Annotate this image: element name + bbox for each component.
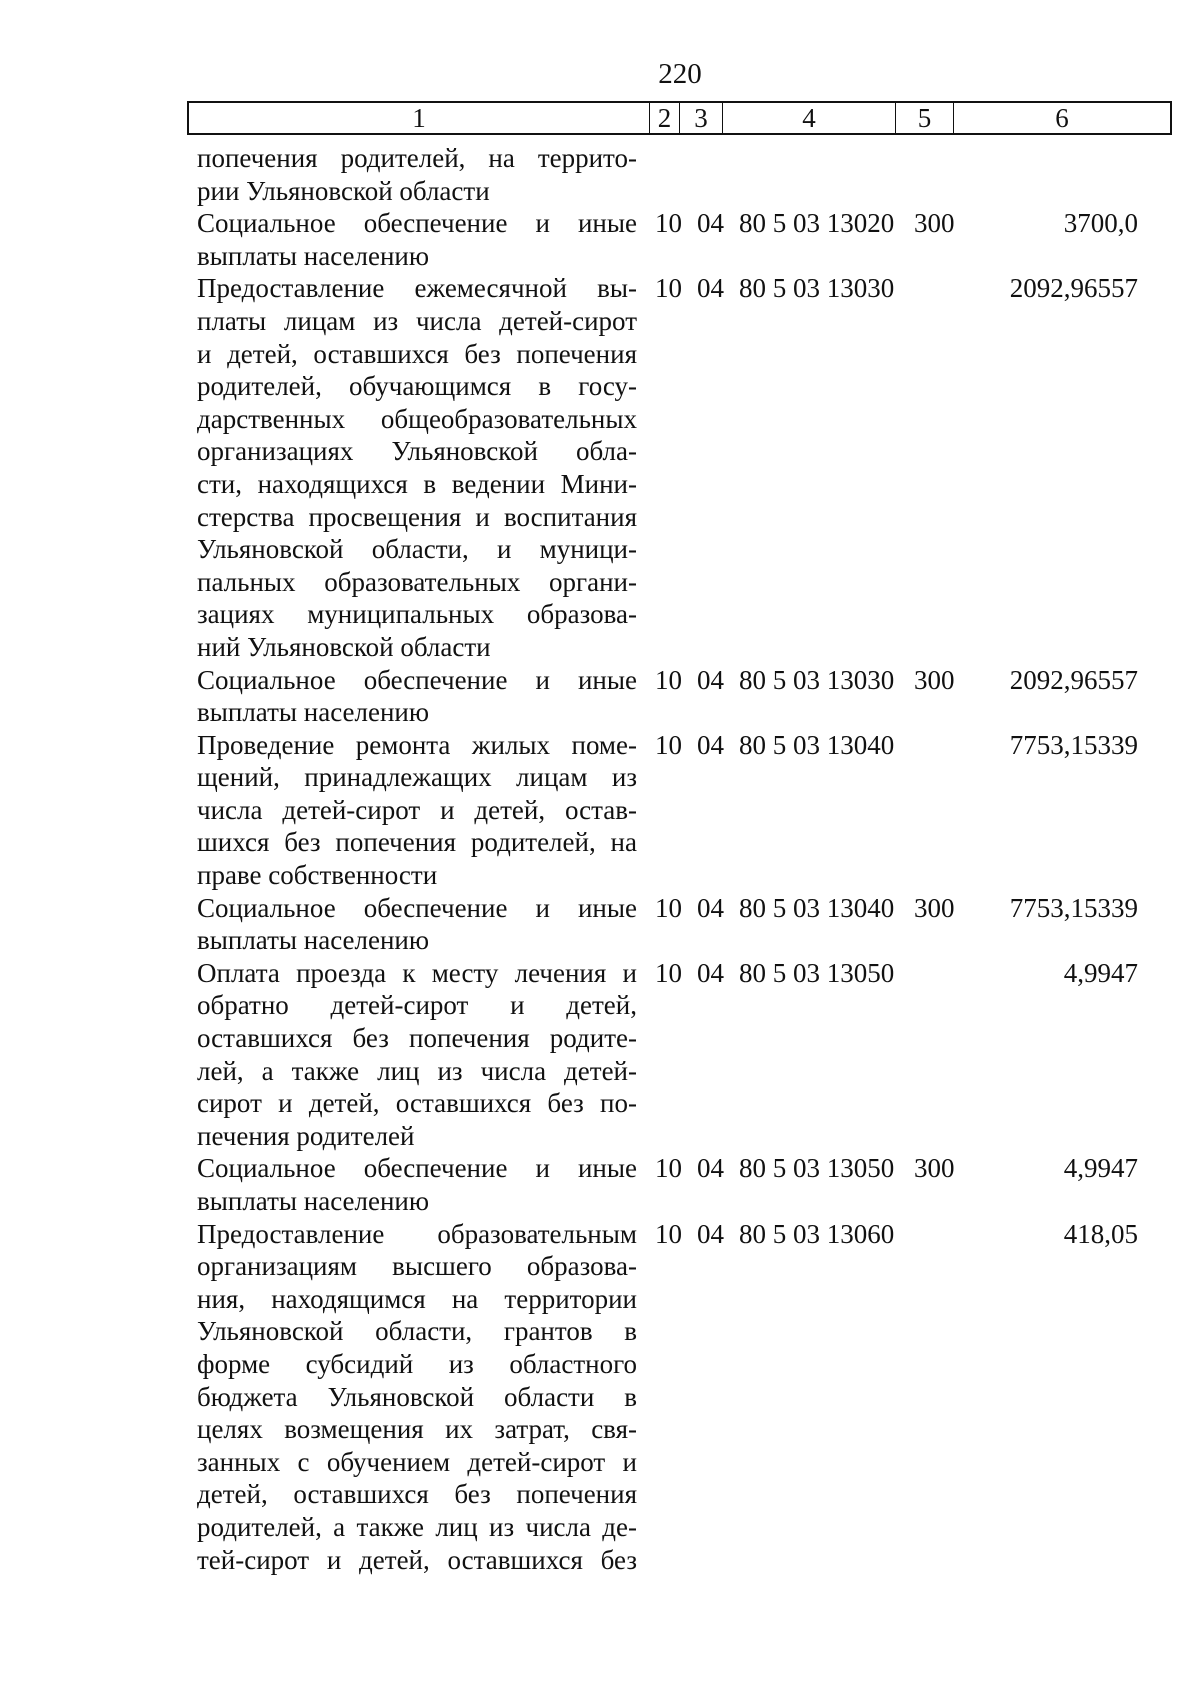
cell-name xyxy=(197,272,637,663)
cell-name-line: выплаты населению xyxy=(197,697,430,728)
header-col-1: 1 xyxy=(189,103,650,133)
cell-name-line: шихся без попечения родителей, на xyxy=(197,827,637,858)
cell-expense-type xyxy=(914,142,984,207)
cell-name-line: тей-сирот и детей, оставшихся без xyxy=(197,1544,637,1575)
cell-amount: 7753,15339 xyxy=(1009,892,1138,923)
cell-expense-type xyxy=(914,729,984,892)
cell-name-line: ний Ульяновской области xyxy=(197,631,491,662)
cell-subsection: 04 xyxy=(697,273,724,304)
cell-name-line: зациях муниципальных образова- xyxy=(197,599,637,630)
cell-name-line: Социальное обеспечение и иные xyxy=(197,208,637,239)
cell-name-line: стерства просвещения и воспитания xyxy=(197,501,637,532)
table-row xyxy=(197,207,1157,272)
cell-target-article: 80 5 03 13020 xyxy=(739,208,895,239)
cell-name xyxy=(197,892,637,957)
cell-amount: 3700,0 xyxy=(1063,208,1138,239)
table-body xyxy=(197,142,1157,1576)
cell-name-line: бюджета Ульяновской области в xyxy=(197,1381,637,1412)
cell-name-line: сирот и детей, оставшихся без по- xyxy=(197,1088,637,1119)
cell-expense-type xyxy=(914,272,984,663)
cell-name-line: и детей, оставшихся без попечения xyxy=(197,338,637,369)
cell-name-line: ния, находящимся на территории xyxy=(197,1283,637,1314)
page-number: 220 xyxy=(658,58,702,90)
cell-name-line: Ульяновской области, грантов в xyxy=(197,1316,637,1347)
cell-name-line: родителей, а также лиц из числа де- xyxy=(197,1511,637,1542)
header-col-3: 3 xyxy=(680,103,723,133)
cell-section: 10 xyxy=(655,664,682,695)
cell-expense-type: 300 xyxy=(914,892,955,923)
cell-expense-type: 300 xyxy=(914,1153,955,1184)
table-row xyxy=(197,1218,1157,1577)
cell-section: 10 xyxy=(655,892,682,923)
cell-subsection: 04 xyxy=(697,208,724,239)
cell-subsection: 04 xyxy=(697,892,724,923)
cell-name-line: целях возмещения их затрат, свя- xyxy=(197,1414,637,1445)
cell-section: 10 xyxy=(655,1153,682,1184)
cell-subsection xyxy=(697,142,739,207)
table-row xyxy=(197,142,1157,207)
cell-name-line: Предоставление ежемесячной вы- xyxy=(197,273,637,304)
cell-amount: 7753,15339 xyxy=(1009,729,1138,760)
cell-amount xyxy=(984,142,1138,207)
header-col-5: 5 xyxy=(896,103,954,133)
cell-name-line: Социальное обеспечение и иные xyxy=(197,892,637,923)
cell-expense-type: 300 xyxy=(914,664,955,695)
cell-name-line: праве собственности xyxy=(197,860,438,891)
cell-target-article: 80 5 03 13040 xyxy=(739,892,895,923)
cell-name-line: щений, принадлежащих лицам из xyxy=(197,762,637,793)
cell-name-line: Проведение ремонта жилых поме- xyxy=(197,729,637,760)
cell-subsection: 04 xyxy=(697,664,724,695)
cell-name-line: попечения родителей, на террито- xyxy=(197,143,637,173)
cell-target-article xyxy=(739,142,914,207)
cell-name-line: выплаты населению xyxy=(197,1186,430,1216)
cell-name xyxy=(197,1152,637,1217)
cell-name-line: Социальное обеспечение и иные xyxy=(197,664,637,695)
cell-subsection: 04 xyxy=(697,1218,724,1249)
cell-expense-type xyxy=(914,957,984,1153)
cell-expense-type xyxy=(914,1218,984,1577)
cell-name-line: дарственных общеобразовательных xyxy=(197,403,637,434)
cell-name-line: форме субсидий из областного xyxy=(197,1348,637,1379)
cell-name xyxy=(197,957,637,1153)
cell-subsection: 04 xyxy=(697,729,724,760)
cell-name-line: Социальное обеспечение и иные xyxy=(197,1153,637,1184)
table-row xyxy=(197,272,1157,663)
table-row xyxy=(197,957,1157,1153)
table-row xyxy=(197,664,1157,729)
cell-section: 10 xyxy=(655,729,682,760)
cell-name-line: занных с обучением детей-сирот и xyxy=(197,1446,637,1477)
cell-section: 10 xyxy=(655,273,682,304)
cell-name-line: Оплата проезда к месту лечения и xyxy=(197,957,637,988)
cell-target-article: 80 5 03 13030 xyxy=(739,273,895,304)
cell-amount: 2092,96557 xyxy=(1009,273,1138,304)
cell-name-line: лей, а также лиц из числа детей- xyxy=(197,1055,637,1086)
cell-name-line: организациях Ульяновской обла- xyxy=(197,436,637,467)
cell-target-article: 80 5 03 13030 xyxy=(739,664,895,695)
header-col-2: 2 xyxy=(650,103,680,133)
cell-name-line: родителей, обучающимся в госу- xyxy=(197,371,637,402)
cell-name-line: пальных образовательных органи- xyxy=(197,566,637,597)
cell-target-article: 80 5 03 13050 xyxy=(739,957,895,988)
cell-name xyxy=(197,207,637,272)
cell-name xyxy=(197,1218,637,1577)
cell-amount: 418,05 xyxy=(1063,1218,1138,1249)
header-col-6: 6 xyxy=(1055,102,1069,133)
cell-name-line: Предоставление образовательным xyxy=(197,1218,637,1249)
cell-amount: 2092,96557 xyxy=(1009,664,1138,695)
cell-subsection: 04 xyxy=(697,957,724,988)
cell-name xyxy=(197,142,637,207)
cell-section: 10 xyxy=(655,208,682,239)
cell-name-line: обратно детей-сирот и детей, xyxy=(197,990,637,1021)
cell-name-line: платы лицам из числа детей-сирот xyxy=(197,305,637,336)
cell-section: 10 xyxy=(655,957,682,988)
table-header-row xyxy=(187,101,1172,135)
cell-name-line: числа детей-сирот и детей, остав- xyxy=(197,794,637,825)
cell-name-line: рии Ульяновской области xyxy=(197,175,490,206)
cell-name xyxy=(197,729,637,892)
cell-name-line: сти, находящихся в ведении Мини- xyxy=(197,468,637,499)
cell-name xyxy=(197,664,637,729)
cell-name-line: Ульяновской области, и муници- xyxy=(197,534,637,565)
cell-amount: 4,9947 xyxy=(1063,957,1138,988)
header-col-4: 4 xyxy=(723,103,896,133)
table-row xyxy=(197,892,1157,957)
cell-name-line: организациям высшего образова- xyxy=(197,1251,637,1282)
table-row xyxy=(197,729,1157,892)
cell-name-line: детей, оставшихся без попечения xyxy=(197,1479,637,1510)
cell-subsection: 04 xyxy=(697,1153,724,1184)
cell-target-article: 80 5 03 13060 xyxy=(739,1218,895,1249)
table-row xyxy=(197,1152,1157,1217)
cell-name-line: выплаты населению xyxy=(197,925,430,956)
cell-name-line: печения родителей xyxy=(197,1120,415,1151)
cell-amount: 4,9947 xyxy=(1063,1153,1138,1184)
cell-section: 10 xyxy=(655,1218,682,1249)
cell-name-line: выплаты населению xyxy=(197,240,430,271)
cell-section xyxy=(637,142,697,207)
cell-target-article: 80 5 03 13050 xyxy=(739,1153,895,1184)
cell-target-article: 80 5 03 13040 xyxy=(739,729,895,760)
cell-expense-type: 300 xyxy=(914,208,955,239)
cell-name-line: оставшихся без попечения родите- xyxy=(197,1023,637,1054)
